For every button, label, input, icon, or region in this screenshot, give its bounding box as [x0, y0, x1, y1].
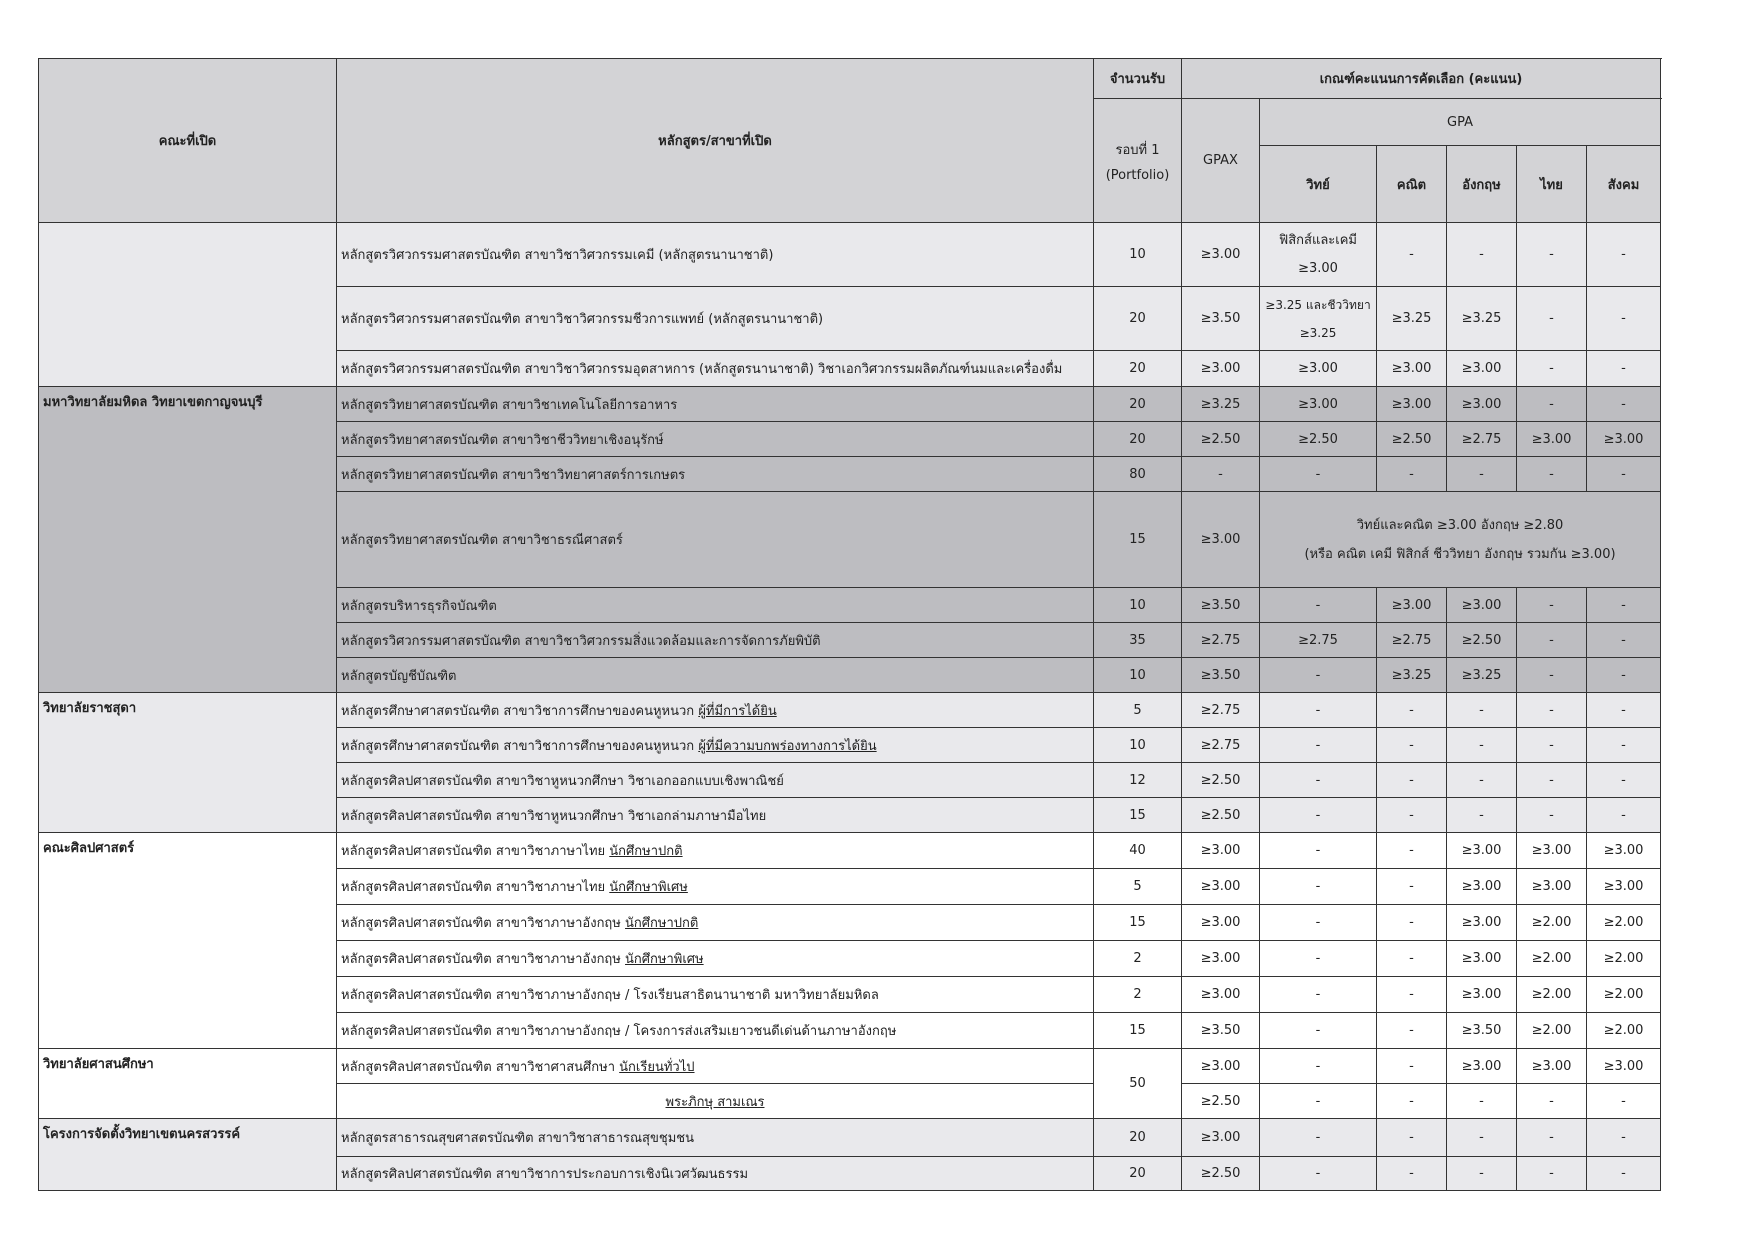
quota-cell: 12 [1094, 763, 1182, 798]
quota-cell: 10 [1094, 588, 1182, 623]
program-cell: หลักสูตรวิศวกรรมศาสตรบัณฑิต สาขาวิชาวิศวกรรมชีวการแพทย์ (หลักสูตรนานาชาติ) [337, 287, 1094, 351]
social-cell: - [1587, 728, 1661, 763]
quota-cell: 20 [1094, 1119, 1182, 1157]
math-cell: - [1377, 941, 1447, 977]
math-cell: - [1377, 1084, 1447, 1119]
sci-cell: - [1260, 1157, 1377, 1191]
thai-cell: - [1517, 287, 1587, 351]
gpax-cell: ≥2.75 [1182, 693, 1260, 728]
thai-cell: - [1517, 457, 1587, 492]
thai-cell: ≥2.00 [1517, 1013, 1587, 1049]
eng-cell: ≥2.75 [1447, 422, 1517, 457]
social-cell: ≥3.00 [1587, 1049, 1661, 1084]
header-gpax: GPAX [1182, 99, 1260, 223]
combined-criteria-line1: วิทย์และคณิต ≥3.00 อังกฤษ ≥2.80 [1356, 517, 1564, 533]
eng-cell: ≥3.00 [1447, 977, 1517, 1013]
gpax-cell: ≥3.00 [1182, 1119, 1260, 1157]
gpax-cell: ≥2.50 [1182, 422, 1260, 457]
header-gpa: GPA [1260, 99, 1661, 146]
sci-cell: - [1260, 693, 1377, 728]
gpax-cell: ≥3.25 [1182, 387, 1260, 422]
math-cell: - [1377, 1157, 1447, 1191]
gpax-cell: ≥3.00 [1182, 977, 1260, 1013]
header-sci: วิทย์ [1260, 146, 1377, 223]
gpax-cell: ≥3.00 [1182, 223, 1260, 287]
thai-cell: - [1517, 658, 1587, 693]
eng-cell: ≥3.00 [1447, 941, 1517, 977]
program-cell: หลักสูตรวิศวกรรมศาสตรบัณฑิต สาขาวิชาวิศวกรรมสิ่งแวดล้อมและการจัดการภัยพิบัติ [337, 623, 1094, 658]
thai-cell: ≥3.00 [1517, 833, 1587, 869]
thai-cell: - [1517, 351, 1587, 387]
program-cell [337, 693, 1094, 728]
sci-cell: - [1260, 1119, 1377, 1157]
social-cell: - [1587, 798, 1661, 833]
math-cell: ≥3.00 [1377, 351, 1447, 387]
social-cell: - [1587, 1157, 1661, 1191]
header-quota-round [1094, 99, 1182, 223]
eng-cell: ≥3.00 [1447, 387, 1517, 422]
gpax-cell: ≥3.00 [1182, 869, 1260, 905]
eng-cell: ≥3.00 [1447, 588, 1517, 623]
program-track: นักศึกษาปกติ [625, 916, 699, 931]
program-cell: หลักสูตรวิทยาศาสตรบัณฑิต สาขาวิชาเทคโนโลยีการอาหาร [337, 387, 1094, 422]
social-cell: ≥3.00 [1587, 422, 1661, 457]
program-cell: หลักสูตรวิทยาศาสตรบัณฑิต สาขาวิชาธรณีศาสตร์ [337, 492, 1094, 588]
thai-cell: ≥2.00 [1517, 977, 1587, 1013]
math-cell: - [1377, 798, 1447, 833]
gpax-cell: ≥3.00 [1182, 492, 1260, 588]
program-text: หลักสูตรศึกษาศาสตรบัณฑิต สาขาวิชาการศึกษาของคนหูหนวก [341, 703, 695, 719]
faculty-cell: วิทยาลัยศาสนศึกษา [39, 1049, 337, 1119]
faculty-cell: วิทยาลัยราชสุดา [39, 693, 337, 833]
sci-cell: - [1260, 869, 1377, 905]
thai-cell: - [1517, 1119, 1587, 1157]
eng-cell: - [1447, 1084, 1517, 1119]
faculty-cell [39, 223, 337, 387]
math-cell: - [1377, 1013, 1447, 1049]
header-program: หลักสูตร/สาขาที่เปิด [337, 59, 1094, 223]
eng-cell: ≥3.00 [1447, 351, 1517, 387]
sci-cell: - [1260, 1013, 1377, 1049]
header-criteria: เกณฑ์คะแนนการคัดเลือก (คะแนน) [1182, 59, 1661, 99]
quota-cell: 50 [1094, 1049, 1182, 1119]
gpax-cell: ≥3.50 [1182, 287, 1260, 351]
sci-cell: - [1260, 763, 1377, 798]
math-cell: - [1377, 763, 1447, 798]
header-quota-round-label: รอบที่ 1 [1115, 142, 1160, 158]
thai-cell: ≥3.00 [1517, 869, 1587, 905]
social-cell: - [1587, 623, 1661, 658]
gpax-cell: ≥2.50 [1182, 763, 1260, 798]
social-cell: - [1587, 1119, 1661, 1157]
social-cell: - [1587, 588, 1661, 623]
quota-cell: 20 [1094, 287, 1182, 351]
eng-cell: ≥2.50 [1447, 623, 1517, 658]
program-cell: หลักสูตรศิลปศาสตรบัณฑิต สาขาวิชาหูหนวกศึกษา วิชาเอกออกแบบเชิงพาณิชย์ [337, 763, 1094, 798]
sci-cell: - [1260, 457, 1377, 492]
quota-cell: 5 [1094, 693, 1182, 728]
thai-cell: - [1517, 588, 1587, 623]
gpax-cell: ≥3.00 [1182, 905, 1260, 941]
quota-cell: 2 [1094, 977, 1182, 1013]
math-cell: ≥3.25 [1377, 658, 1447, 693]
quota-cell: 20 [1094, 422, 1182, 457]
sci-cell: - [1260, 798, 1377, 833]
program-track: นักเรียนทั่วไป [619, 1059, 695, 1075]
header-faculty: คณะที่เปิด [39, 59, 337, 223]
program-text: หลักสูตรศิลปศาสตรบัณฑิต สาขาวิชาภาษาอังกฤษ [341, 952, 621, 967]
gpax-cell: ≥3.00 [1182, 833, 1260, 869]
program-track: ผู้ที่มีการได้ยิน [698, 703, 777, 719]
thai-cell: - [1517, 693, 1587, 728]
sci-cell: ฟิสิกส์และเคมี ≥3.00 [1260, 223, 1377, 287]
sci-cell: - [1260, 728, 1377, 763]
math-cell: - [1377, 457, 1447, 492]
thai-cell: - [1517, 763, 1587, 798]
quota-cell: 15 [1094, 905, 1182, 941]
social-cell: - [1587, 693, 1661, 728]
thai-cell: - [1517, 223, 1587, 287]
thai-cell: - [1517, 1084, 1587, 1119]
thai-cell: ≥3.00 [1517, 422, 1587, 457]
program-text: หลักสูตรศิลปศาสตรบัณฑิต สาขาวิชาภาษาอังกฤษ [341, 916, 621, 931]
math-cell: - [1377, 693, 1447, 728]
social-cell: - [1587, 658, 1661, 693]
program-text: หลักสูตรศิลปศาสตรบัณฑิต สาขาวิชาศาสนศึกษา [341, 1059, 620, 1075]
program-cell: หลักสูตรศิลปศาสตรบัณฑิต สาขาวิชาหูหนวกศึกษา วิชาเอกล่ามภาษามือไทย [337, 798, 1094, 833]
quota-cell: 40 [1094, 833, 1182, 869]
program-text: หลักสูตรศิลปศาสตรบัณฑิต สาขาวิชาภาษาไทย [341, 880, 610, 895]
header-quota: จำนวนรับ [1094, 59, 1182, 99]
math-cell: - [1377, 869, 1447, 905]
quota-cell: 10 [1094, 223, 1182, 287]
program-track: ผู้ที่มีความบกพร่องทางการได้ยิน [698, 738, 877, 754]
thai-cell: ≥2.00 [1517, 941, 1587, 977]
eng-cell: - [1447, 798, 1517, 833]
social-cell: ≥2.00 [1587, 1013, 1661, 1049]
social-cell: - [1587, 287, 1661, 351]
eng-cell: - [1447, 693, 1517, 728]
program-cell: หลักสูตรวิทยาศาสตรบัณฑิต สาขาวิชาวิทยาศาสตร์การเกษตร [337, 457, 1094, 492]
quota-cell: 35 [1094, 623, 1182, 658]
program-text: หลักสูตรศิลปศาสตรบัณฑิต สาขาวิชาภาษาไทย [341, 844, 610, 859]
eng-cell: - [1447, 457, 1517, 492]
sci-cell: ≥3.00 [1260, 387, 1377, 422]
sci-cell: - [1260, 1049, 1377, 1084]
social-cell: - [1587, 1084, 1661, 1119]
program-track: นักศึกษาปกติ [609, 844, 683, 859]
program-cell: หลักสูตรสาธารณสุขศาสตรบัณฑิต สาขาวิชาสาธารณสุขชุมชน [337, 1119, 1094, 1157]
eng-cell: ≥3.00 [1447, 1049, 1517, 1084]
quota-cell: 10 [1094, 658, 1182, 693]
gpax-cell: ≥3.00 [1182, 941, 1260, 977]
math-cell: ≥3.00 [1377, 588, 1447, 623]
math-cell: - [1377, 833, 1447, 869]
sci-cell: ≥2.50 [1260, 422, 1377, 457]
program-cell: หลักสูตรวิทยาศาสตรบัณฑิต สาขาวิชาชีววิทยาเชิงอนุรักษ์ [337, 422, 1094, 457]
quota-cell: 20 [1094, 1157, 1182, 1191]
program-cell: หลักสูตรวิศวกรรมศาสตรบัณฑิต สาขาวิชาวิศวกรรมอุตสาหการ (หลักสูตรนานาชาติ) วิชาเอกวิศวกรรมผลิตภัณฑ์นมและเครื่องดื่ม [337, 351, 1094, 387]
header-eng: อังกฤษ [1447, 146, 1517, 223]
program-cell: หลักสูตรบริหารธุรกิจบัณฑิต [337, 588, 1094, 623]
eng-cell: - [1447, 223, 1517, 287]
gpax-cell: ≥2.50 [1182, 1084, 1260, 1119]
social-cell: - [1587, 387, 1661, 422]
program-cell [337, 869, 1094, 905]
program-text: หลักสูตรศึกษาศาสตรบัณฑิต สาขาวิชาการศึกษาของคนหูหนวก [341, 738, 695, 754]
quota-cell: 15 [1094, 798, 1182, 833]
program-cell [337, 1084, 1094, 1119]
eng-cell: ≥3.00 [1447, 869, 1517, 905]
eng-cell: - [1447, 728, 1517, 763]
program-track: นักศึกษาพิเศษ [609, 880, 688, 895]
gpax-cell: ≥2.75 [1182, 728, 1260, 763]
eng-cell: - [1447, 1119, 1517, 1157]
social-cell: ≥2.00 [1587, 941, 1661, 977]
sci-cell: - [1260, 588, 1377, 623]
program-cell: หลักสูตรศิลปศาสตรบัณฑิต สาขาวิชาภาษาอังกฤษ / โรงเรียนสาธิตนานาชาติ มหาวิทยาลัยมหิดล [337, 977, 1094, 1013]
thai-cell: - [1517, 387, 1587, 422]
gpax-cell: ≥2.50 [1182, 798, 1260, 833]
program-track: นักศึกษาพิเศษ [625, 952, 704, 967]
header-math: คณิต [1377, 146, 1447, 223]
eng-cell: - [1447, 763, 1517, 798]
quota-cell: 10 [1094, 728, 1182, 763]
gpax-cell: ≥3.50 [1182, 1013, 1260, 1049]
thai-cell: - [1517, 623, 1587, 658]
math-cell: ≥2.50 [1377, 422, 1447, 457]
thai-cell: - [1517, 1157, 1587, 1191]
program-cell: หลักสูตรวิศวกรรมศาสตรบัณฑิต สาขาวิชาวิศวกรรมเคมี (หลักสูตรนานาชาติ) [337, 223, 1094, 287]
quota-cell: 5 [1094, 869, 1182, 905]
social-cell: ≥2.00 [1587, 977, 1661, 1013]
math-cell: - [1377, 977, 1447, 1013]
faculty-cell: มหาวิทยาลัยมหิดล วิทยาเขตกาญจนบุรี [39, 387, 337, 693]
social-cell: - [1587, 763, 1661, 798]
quota-cell: 2 [1094, 941, 1182, 977]
eng-cell: ≥3.25 [1447, 658, 1517, 693]
header-social: สังคม [1587, 146, 1661, 223]
gpax-cell: ≥3.50 [1182, 658, 1260, 693]
sci-cell: - [1260, 1084, 1377, 1119]
faculty-cell: คณะศิลปศาสตร์ [39, 833, 337, 1049]
gpax-cell: ≥3.00 [1182, 351, 1260, 387]
sci-cell: - [1260, 977, 1377, 1013]
math-cell: - [1377, 223, 1447, 287]
gpax-cell: ≥3.00 [1182, 1049, 1260, 1084]
eng-cell: ≥3.00 [1447, 905, 1517, 941]
thai-cell: ≥2.00 [1517, 905, 1587, 941]
math-cell: - [1377, 728, 1447, 763]
gpax-cell: ≥3.50 [1182, 588, 1260, 623]
program-cell: หลักสูตรบัญชีบัณฑิต [337, 658, 1094, 693]
math-cell: - [1377, 1119, 1447, 1157]
social-cell: - [1587, 457, 1661, 492]
gpax-cell: ≥2.50 [1182, 1157, 1260, 1191]
program-cell: หลักสูตรศิลปศาสตรบัณฑิต สาขาวิชาภาษาอังกฤษ / โครงการส่งเสริมเยาวชนดีเด่นด้านภาษาอังกฤษ [337, 1013, 1094, 1049]
eng-cell: ≥3.00 [1447, 833, 1517, 869]
social-cell: ≥2.00 [1587, 905, 1661, 941]
eng-cell: - [1447, 1157, 1517, 1191]
math-cell: - [1377, 905, 1447, 941]
thai-cell: - [1517, 728, 1587, 763]
quota-cell: 80 [1094, 457, 1182, 492]
math-cell: - [1377, 1049, 1447, 1084]
sci-cell: - [1260, 905, 1377, 941]
program-track: พระภิกษุ สามเณร [665, 1094, 765, 1110]
eng-cell: ≥3.50 [1447, 1013, 1517, 1049]
sci-cell: ≥3.00 [1260, 351, 1377, 387]
thai-cell: ≥3.00 [1517, 1049, 1587, 1084]
program-cell: หลักสูตรศิลปศาสตรบัณฑิต สาขาวิชาการประกอบการเชิงนิเวศวัฒนธรรม [337, 1157, 1094, 1191]
combined-criteria-line2: (หรือ คณิต เคมี ฟิสิกส์ ชีววิทยา อังกฤษ รวมกัน ≥3.00) [1304, 546, 1616, 562]
sci-cell: ≥3.25 และชีววิทยา ≥3.25 [1260, 287, 1377, 351]
program-cell [337, 728, 1094, 763]
eng-cell: ≥3.25 [1447, 287, 1517, 351]
program-cell [337, 1049, 1094, 1084]
quota-cell: 15 [1094, 492, 1182, 588]
quota-cell: 20 [1094, 351, 1182, 387]
combined-gpa-criteria [1260, 492, 1661, 588]
header-thai: ไทย [1517, 146, 1587, 223]
sci-cell: - [1260, 833, 1377, 869]
admission-criteria-table [38, 58, 1661, 1191]
sci-cell: ≥2.75 [1260, 623, 1377, 658]
gpax-cell: ≥2.75 [1182, 623, 1260, 658]
math-cell: ≥3.00 [1377, 387, 1447, 422]
thai-cell: - [1517, 798, 1587, 833]
social-cell: - [1587, 351, 1661, 387]
math-cell: ≥2.75 [1377, 623, 1447, 658]
faculty-cell: โครงการจัดตั้งวิทยาเขตนครสวรรค์ [39, 1119, 337, 1191]
program-cell [337, 833, 1094, 869]
quota-cell: 15 [1094, 1013, 1182, 1049]
quota-cell: 20 [1094, 387, 1182, 422]
sci-cell: - [1260, 658, 1377, 693]
program-cell [337, 905, 1094, 941]
math-cell: ≥3.25 [1377, 287, 1447, 351]
gpax-cell: - [1182, 457, 1260, 492]
program-cell [337, 941, 1094, 977]
social-cell: - [1587, 223, 1661, 287]
header-quota-portfolio: (Portfolio) [1105, 167, 1170, 183]
social-cell: ≥3.00 [1587, 869, 1661, 905]
sci-cell: - [1260, 941, 1377, 977]
social-cell: ≥3.00 [1587, 833, 1661, 869]
